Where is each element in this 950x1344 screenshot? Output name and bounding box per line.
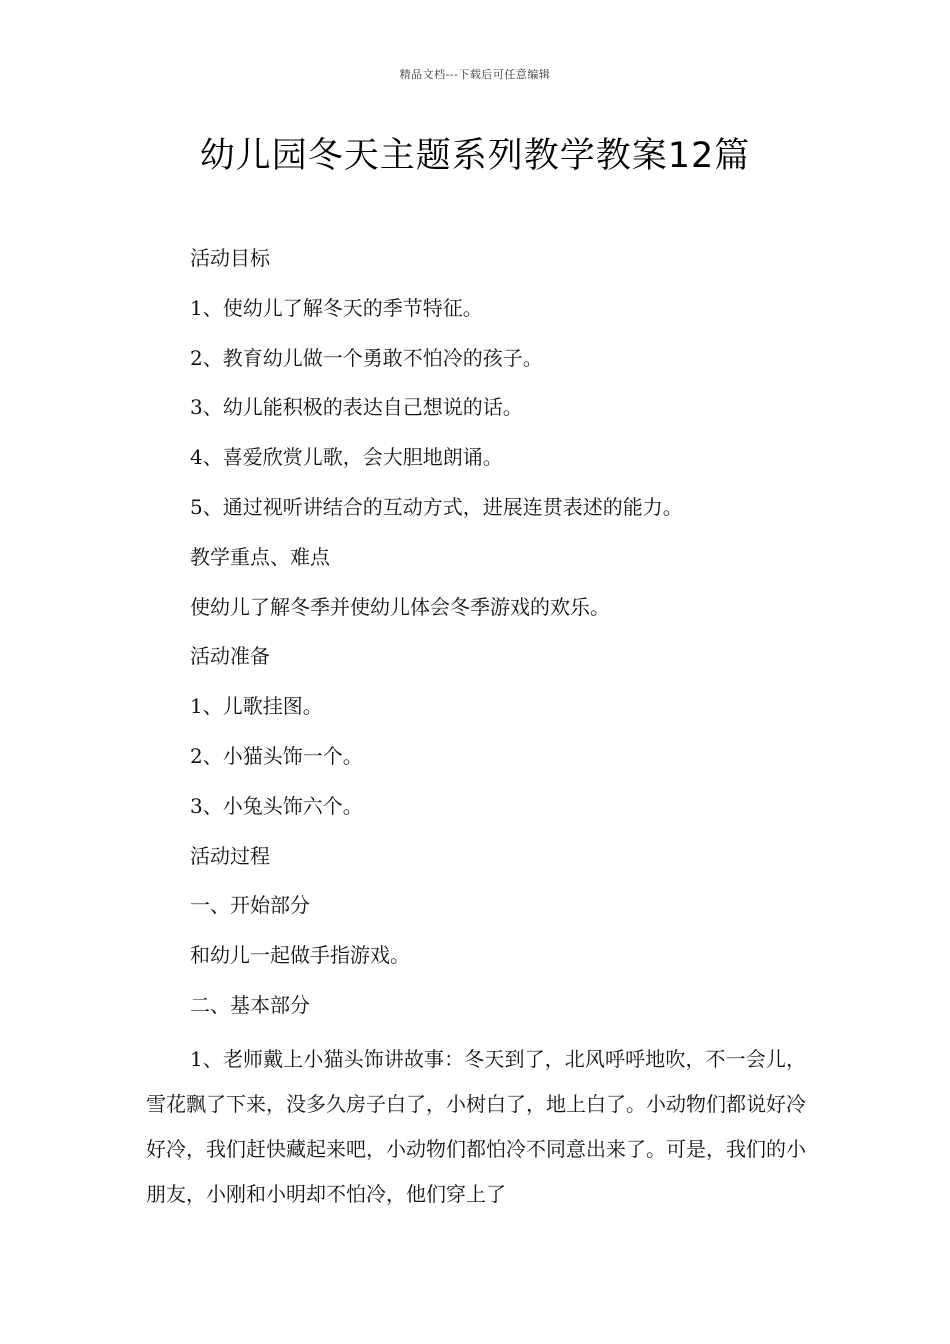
goal-item-2: 2、教育幼儿做一个勇敢不怕冷的孩子。	[190, 345, 543, 370]
prep-item-2: 2、小猫头饰一个。	[190, 743, 363, 768]
heading-key-points: 教学重点、难点	[190, 544, 330, 569]
goal-item-5: 5、通过视听讲结合的互动方式，进展连贯表述的能力。	[190, 494, 683, 519]
process-part-1-text: 和幼儿一起做手指游戏。	[190, 943, 410, 968]
process-part-1-heading: 一、开始部分	[190, 893, 310, 918]
key-points-text: 使幼儿了解冬季并使幼儿体会冬季游戏的欢乐。	[190, 594, 610, 619]
heading-activity-goals: 活动目标	[190, 246, 270, 270]
prep-item-1: 1、儿歌挂图。	[190, 694, 323, 719]
heading-process: 活动过程	[190, 843, 270, 868]
heading-preparation: 活动准备	[190, 644, 270, 669]
process-part-2-heading: 二、基本部分	[190, 992, 310, 1017]
document-title: 幼儿园冬天主题系列教学教案12篇	[199, 136, 751, 176]
goal-item-1: 1、使幼儿了解冬天的季节特征。	[190, 295, 483, 320]
header-note: 精品文档---下载后可任意编辑	[399, 68, 551, 81]
goal-item-4: 4、喜爱欣赏儿歌，会大胆地朗诵。	[190, 445, 503, 470]
goal-item-3: 3、幼儿能积极的表达自己想说的话。	[190, 395, 523, 420]
prep-item-3: 3、小兔头饰六个。	[190, 793, 363, 818]
document-body	[146, 234, 806, 1217]
story-paragraph: 1、老师戴上小猫头饰讲故事：冬天到了，北风呼呼地吹，不一会儿，雪花飘了下来，没多久房子白了，小树白了，地上白了。小动物们都说好冷好冷，我们赶快藏起来吧，小动物们都怕冷不同意出来了。可是，我们的小朋友，小刚和小明却不怕冷，他们穿上了	[146, 1046, 806, 1206]
